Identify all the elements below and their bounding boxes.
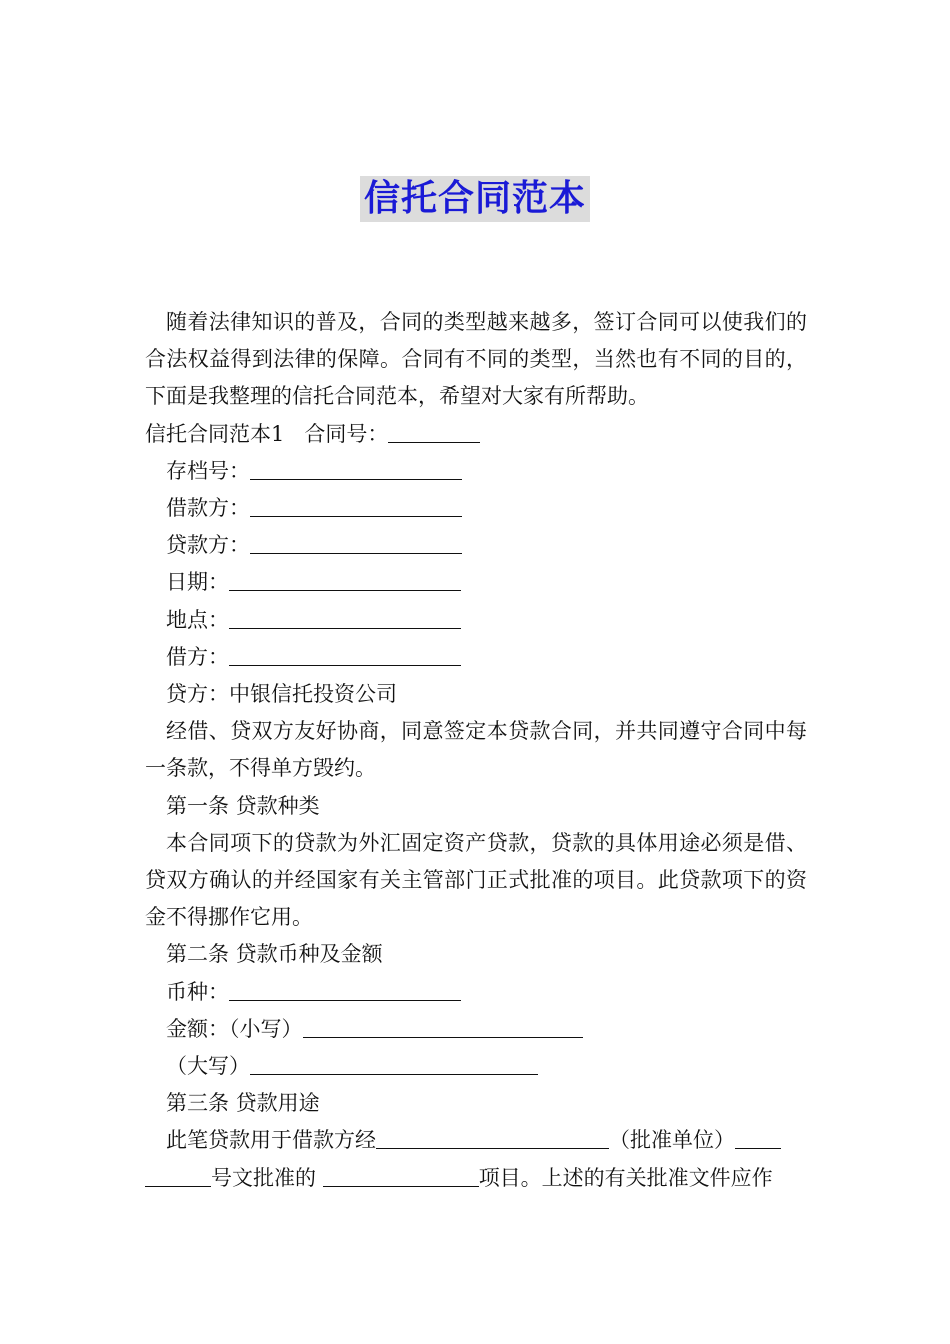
- amount-big-label: （大写）: [166, 1054, 250, 1079]
- archive-no-label: 存档号：: [166, 458, 250, 483]
- article3-text-d: 项目。上述的有关批准文件应作: [478, 1165, 773, 1190]
- field-debit-party: [145, 639, 807, 676]
- field-amount-big: [145, 1048, 807, 1085]
- place-label: 地点：: [166, 607, 229, 632]
- article3-line2: [145, 1160, 807, 1197]
- article3-heading: 第三条 贷款用途: [166, 1091, 320, 1116]
- article1-heading: 第一条 贷款种类: [166, 793, 320, 818]
- field-credit-party: 贷方：中银信托投资公司: [166, 682, 397, 707]
- contract-header-line: [145, 416, 807, 453]
- field-date: [145, 564, 807, 601]
- currency-label: 币种：: [166, 979, 229, 1004]
- article3-text-a: 此笔贷款用于借款方经: [166, 1128, 376, 1153]
- field-place: [145, 602, 807, 639]
- lender-label: 贷款方：: [166, 533, 250, 558]
- article2-heading: 第二条 贷款币种及金额: [166, 942, 383, 967]
- debit-party-label: 借方：: [166, 644, 229, 669]
- contract-label: 信托合同范本1: [145, 421, 285, 446]
- contract-no-label: 合同号：: [304, 421, 389, 446]
- field-currency: [145, 974, 807, 1011]
- field-borrower: [145, 490, 807, 527]
- project-blank: [323, 1164, 479, 1187]
- debit-party-blank: [229, 643, 461, 666]
- currency-blank: [229, 978, 461, 1001]
- field-archive-no: [145, 453, 807, 490]
- article3-text-b: （批准单位）: [609, 1128, 735, 1153]
- amount-big-blank: [250, 1052, 538, 1075]
- title-wrap: [0, 176, 950, 222]
- document-no-blank-b: [145, 1164, 211, 1187]
- article3-text-c: 号文批准的: [211, 1165, 316, 1190]
- article3-line1: [145, 1122, 807, 1159]
- field-lender: [145, 527, 807, 564]
- contract-no-blank: [388, 420, 480, 443]
- archive-no-blank: [250, 457, 462, 480]
- lender-blank: [250, 531, 462, 554]
- borrower-label: 借款方：: [166, 496, 250, 521]
- amount-small-blank: [303, 1015, 583, 1038]
- date-label: 日期：: [166, 570, 229, 595]
- place-blank: [229, 606, 461, 629]
- field-amount-small: [145, 1011, 807, 1048]
- document-body: [145, 304, 807, 1197]
- amount-small-label: 金额：（小写）: [166, 1016, 303, 1041]
- document-title: 信托合同范本: [360, 176, 590, 222]
- approval-unit-blank: [376, 1126, 609, 1149]
- document-no-blank-a: [735, 1126, 781, 1149]
- borrower-blank: [250, 494, 462, 517]
- intro-paragraph: 随着法律知识的普及，合同的类型越来越多，签订合同可以使我们的合法权益得到法律的保障。合同有不同的类型，当然也有不同的目的，下面是我整理的信托合同范本，希望对大家有所帮助。: [145, 310, 807, 409]
- date-blank: [229, 568, 461, 591]
- agreement-paragraph: 经借、贷双方友好协商，同意签定本贷款合同，并共同遵守合同中每一条款，不得单方毁约。: [145, 719, 807, 781]
- article1-text: 本合同项下的贷款为外汇固定资产贷款，贷款的具体用途必须是借、贷双方确认的并经国家有关主管部门正式批准的项目。此贷款项下的资金不得挪作它用。: [145, 830, 807, 930]
